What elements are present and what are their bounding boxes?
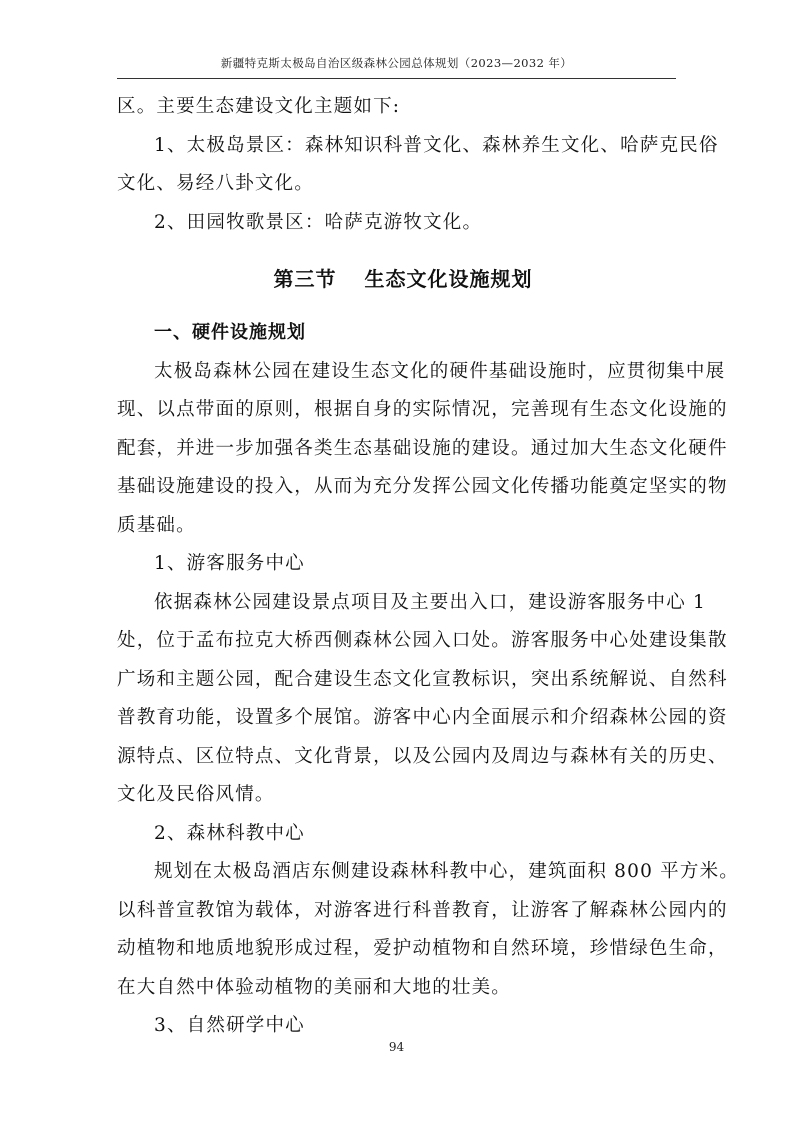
body-line: 质基础。: [117, 514, 196, 536]
body-line: 以科普宣教馆为载体，对游客进行科普教育，让游客了解森林公园内的: [117, 899, 728, 921]
body-line: 基础设施建设的投入，从而为充分发挥公园文化传播功能奠定坚实的物: [117, 476, 728, 497]
body-line: 源特点、区位特点、文化背景，以及公园内及周边与森林有关的历史、: [117, 745, 728, 767]
body-line: 普教育功能，设置多个展馆。游客中心内全面展示和介绍森林公园的资: [117, 707, 728, 728]
body-line: 2、田园牧歌景区：哈萨克游牧文化。: [154, 211, 483, 233]
body-line: 1、太极岛景区：森林知识科普文化、森林养生文化、哈萨克民俗: [154, 134, 719, 156]
section-title: 生态文化设施规划: [364, 267, 533, 291]
body-line: 文化、易经八卦文化。: [117, 173, 315, 194]
body-line: 区。主要生态建设文化主题如下:: [117, 96, 401, 117]
body-line: 处，位于孟布拉克大桥西侧森林公园入口处。游客服务中心处建设集散: [117, 630, 728, 651]
subsection-heading: 一、硬件设施规划: [154, 322, 306, 343]
section-heading: [117, 250, 689, 308]
body-line: 文化及民俗风情。: [117, 784, 275, 805]
body-line: 现、以点带面的原则，根据自身的实际情况，完善现有生态文化设施的: [117, 399, 728, 420]
item-heading: 3、自然研学中心: [154, 1015, 305, 1036]
item-heading: 1、游客服务中心: [154, 553, 305, 574]
section-number: 第三节: [273, 267, 337, 291]
body-line: 动植物和地质地貌形成过程，爱护动植物和自然环境，珍惜绿色生命，: [117, 938, 728, 959]
header-rule: [117, 78, 676, 79]
item-heading: 2、森林科教中心: [154, 822, 305, 844]
body-line: 在大自然中体验动植物的美丽和大地的壮美。: [117, 976, 512, 998]
page-number: 94: [388, 1040, 405, 1054]
page-body: [117, 88, 739, 1046]
body-line: 规划在太极岛酒店东侧建设森林科教中心，建筑面积 800 平方米。: [154, 861, 739, 882]
body-line: 太极岛森林公园在建设生态文化的硬件基础设施时，应贯彻集中展: [154, 360, 726, 382]
running-header: 新疆特克斯太极岛自治区级森林公园总体规划（2023—2032 年）: [220, 56, 573, 70]
body-line: 配套，并进一步加强各类生态基础设施的建设。通过加大生态文化硬件: [117, 437, 728, 459]
body-line: 广场和主题公园，配合建设生态文化宣教标识，突出系统解说、自然科: [117, 668, 728, 690]
body-line: 依据森林公园建设景点项目及主要出入口，建设游客服务中心 1: [154, 591, 706, 613]
